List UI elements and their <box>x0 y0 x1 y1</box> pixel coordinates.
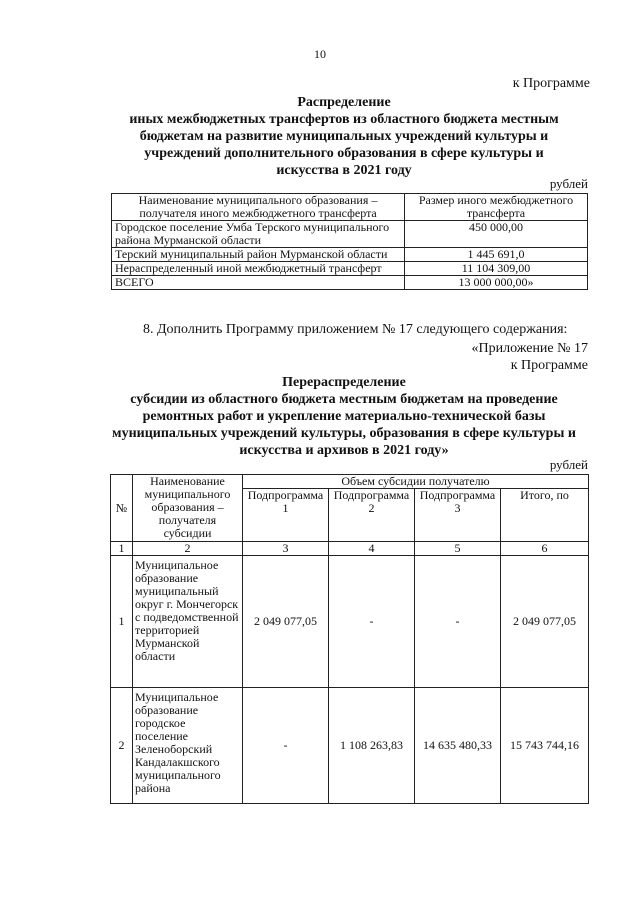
title-line: искусства в 2021 году <box>276 163 412 178</box>
row-name: Муниципальное образование городское поселение Зеленоборский Кандалакшского муниципального района <box>133 688 243 804</box>
section2-title <box>88 374 600 459</box>
row-name: Городское поселение Умба Терского муниципального района Мурманской области <box>112 221 405 248</box>
row-total: 15 743 744,16 <box>501 688 589 804</box>
title-line: Распределение <box>297 95 391 110</box>
to-program-label-2: к Программе <box>510 358 588 373</box>
table-header-row <box>111 475 589 489</box>
title-line: ремонтных работ и укрепление материально-технической базы <box>142 409 546 424</box>
header-name: Наименование муниципального образования – получателя иного межбюджетного трансфертa <box>112 194 405 221</box>
title-line: муниципальных учреждений культуры, образования в сфере культуры и <box>112 426 576 441</box>
transfer-table <box>111 193 588 290</box>
header-name: Наименование муниципального образования – получателя субсидии <box>133 475 243 542</box>
col-number: 1 <box>111 542 133 556</box>
header-subprogram-1: Подпрограмма 1 <box>243 489 329 542</box>
annex-label: «Приложение № 17 <box>471 341 588 356</box>
row-sub2: 1 108 263,83 <box>329 688 415 804</box>
unit-label-2: рублей <box>549 457 588 472</box>
row-sub1: - <box>243 688 329 804</box>
table-row <box>112 248 588 262</box>
row-amount: 11 104 309,00 <box>405 262 588 276</box>
header-volume: Объем субсидии получателю <box>243 475 589 489</box>
to-program-label-1: к Программе <box>512 76 590 91</box>
row-number: 2 <box>111 688 133 804</box>
row-sub2: - <box>329 556 415 688</box>
col-number: 2 <box>133 542 243 556</box>
numbering-row <box>111 542 589 556</box>
title-line: бюджетам на развитие муниципальных учреждений культуры и <box>139 129 549 144</box>
row-name: Терский муниципальный район Мурманской области <box>112 248 405 262</box>
header-subprogram-3: Подпрограмма 3 <box>415 489 501 542</box>
row-name: Нераспределенный иной межбюджетный трансферт <box>112 262 405 276</box>
row-amount: 13 000 000,00» <box>405 276 588 290</box>
table-row <box>111 688 589 804</box>
unit-label-1: рублей <box>549 176 588 191</box>
header-total: Итого, по <box>501 489 589 542</box>
col-number: 4 <box>329 542 415 556</box>
row-sub3: - <box>415 556 501 688</box>
header-number: № <box>111 475 133 542</box>
header-subprogram-2: Подпрограмма 2 <box>329 489 415 542</box>
col-number: 3 <box>243 542 329 556</box>
title-line: учреждений дополнительного образования в сфере культуры и <box>144 146 544 161</box>
row-name: Муниципальное образование муниципальный округ г. Мончегорск с подведомственной территорией Мурманской области <box>133 556 243 688</box>
title-line: Перераспределение <box>282 375 406 390</box>
row-sub3: 14 635 480,33 <box>415 688 501 804</box>
header-amount: Размер иного межбюджетного трансферта <box>405 194 588 221</box>
title-line: иных межбюджетных трансфертов из областного бюджета местным <box>129 112 559 127</box>
col-number: 6 <box>501 542 589 556</box>
col-number: 5 <box>415 542 501 556</box>
section1-title <box>100 94 588 179</box>
table-header-row <box>112 194 588 221</box>
paragraph-8: 8. Дополнить Программу приложением № 17 следующего содержания: <box>143 322 568 337</box>
table-row-total <box>112 276 588 290</box>
page-number: 10 <box>314 47 326 61</box>
row-amount: 1 445 691,0 <box>405 248 588 262</box>
row-total: 2 049 077,05 <box>501 556 589 688</box>
title-line: искусства и архивов в 2021 году» <box>239 443 449 458</box>
title-line: субсидии из областного бюджета местным бюджетам на проведение <box>130 392 558 407</box>
table-row <box>112 221 588 248</box>
table-row <box>112 262 588 276</box>
table-row <box>111 556 589 688</box>
subsidy-table <box>110 474 589 804</box>
row-name: ВСЕГО <box>112 276 405 290</box>
row-number: 1 <box>111 556 133 688</box>
row-sub1: 2 049 077,05 <box>243 556 329 688</box>
row-amount: 450 000,00 <box>405 221 588 248</box>
